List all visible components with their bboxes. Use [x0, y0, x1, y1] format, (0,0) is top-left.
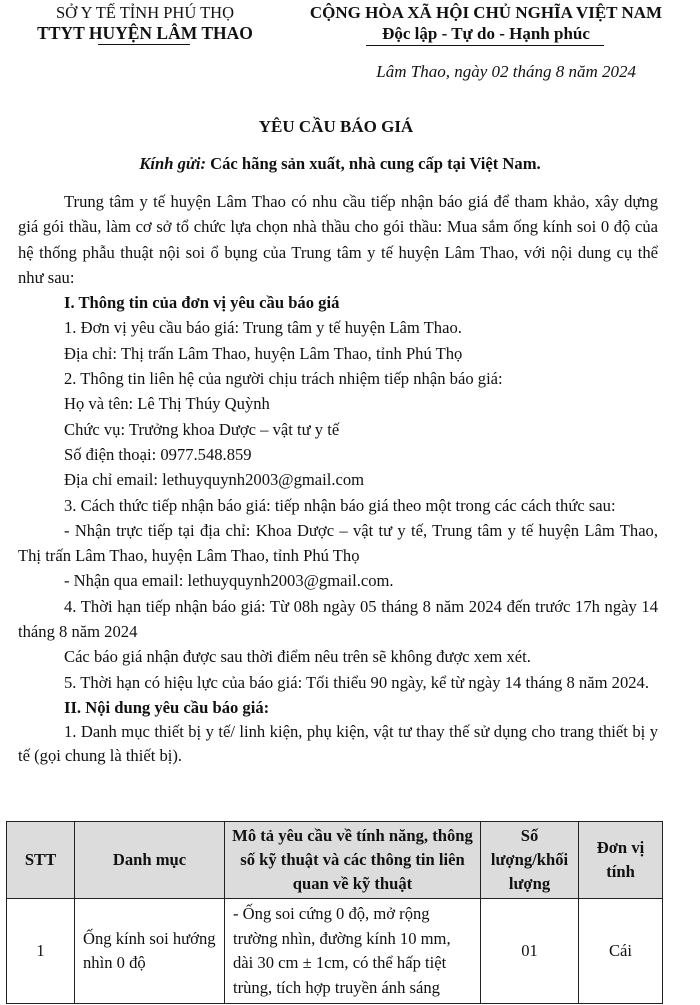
cell-qty: 01 [481, 899, 579, 1004]
contact-phone: Số điện thoại: 0977.548.859 [64, 444, 252, 464]
addressee [0, 154, 680, 174]
header-item: Danh mục [75, 822, 225, 899]
contact-position: Chức vụ: Trưởng khoa Dược – vật tư y tế [64, 419, 340, 439]
contact-name: Họ và tên: Lê Thị Thúy Quỳnh [64, 394, 270, 414]
header-stt: STT [7, 822, 75, 899]
method-direct: - Nhận trực tiếp tại địa chỉ: Khoa Dược – vật tư y tế, Trung tâm y tế huyện Lâm Thao, Thị trấn Lâm Thao, huyện Lâm Thao, tỉnh Phú Thọ [18, 520, 658, 566]
contact-heading: 2. Thông tin liên hệ của người chịu trách nhiệm tiếp nhận báo giá: [64, 369, 503, 389]
cell-stt: 1 [7, 899, 75, 1004]
section-2-heading: II. Nội dung yêu cầu báo giá: [64, 697, 270, 717]
table-row [7, 899, 663, 1004]
issuer-header [14, 2, 276, 44]
addressee-text: Các hãng sản xuất, nhà cung cấp tại Việt Nam. [210, 154, 541, 173]
header-spec: Mô tả yêu cầu về tính năng, thông số kỹ thuật và các thông tin liên quan về kỹ thuật [225, 822, 481, 899]
cell-spec: - Ống soi cứng 0 độ, mở rộng trường nhìn, đường kính 10 mm, dài 30 cm ± 1cm, có thể hấp tiệt trùng, tích hợp truyền ánh sáng [225, 899, 481, 1004]
requesting-unit: 1. Đơn vị yêu cầu báo giá: Trung tâm y tế huyện Lâm Thao. [64, 318, 462, 338]
contact-email: Địa chỉ email: lethuyquynh2003@gmail.com [64, 470, 365, 490]
list-intro: 1. Danh mục thiết bị y tế/ linh kiện, phụ kiện, vật tư thay thế sử dụng cho trang thiết bị y tế (gọi chung là thiết bị). [18, 722, 658, 766]
document-title: YÊU CẦU BÁO GIÁ [258, 117, 414, 136]
late-note: Các báo giá nhận được sau thời điểm nêu trên sẽ không được xem xét. [64, 647, 531, 667]
org-name: TTYT HUYỆN LÂM THAO [37, 23, 253, 43]
cell-unit: Cái [579, 899, 663, 1004]
submission-deadline: 4. Thời hạn tiếp nhận báo giá: Từ 08h ngày 05 tháng 8 năm 2024 đến trước 17h ngày 14 tháng 8 năm 2024 [18, 596, 658, 642]
issuer-underline [98, 44, 190, 45]
dateline: Lâm Thao, ngày 02 tháng 8 năm 2024 [376, 62, 636, 81]
nation-name: CỘNG HÒA XÃ HỘI CHỦ NGHĨA VIỆT NAM [309, 3, 663, 22]
receiving-method: 3. Cách thức tiếp nhận báo giá: tiếp nhận báo giá theo một trong các cách thức sau: [64, 495, 616, 515]
national-header [280, 2, 692, 44]
section-1-heading: I. Thông tin của đơn vị yêu cầu báo giá [64, 293, 340, 313]
equipment-table [6, 821, 663, 1004]
header-qty: Số lượng/khối lượng [481, 822, 579, 899]
table-header-row [7, 822, 663, 899]
motto-underline [366, 45, 604, 46]
intro-paragraph: Trung tâm y tế huyện Lâm Thao có nhu cầu tiếp nhận báo giá để tham khảo, xây dựng giá gói thầu, làm cơ sở tổ chức lựa chọn nhà thầu cho gói thầu: Mua sắm ống kính soi 0 độ của hệ thống phẫu thuật nội soi ổ bụng của Trung tâm y tế huyện Lâm Thao, với nội dung cụ thể như sau: [18, 192, 658, 287]
unit-address: Địa chỉ: Thị trấn Lâm Thao, huyện Lâm Thao, tỉnh Phú Thọ [64, 343, 463, 363]
parent-org: SỞ Y TẾ TỈNH PHÚ THỌ [56, 3, 234, 22]
validity-period: 5. Thời hạn có hiệu lực của báo giá: Tối thiểu 90 ngày, kể từ ngày 14 tháng 8 năm 2024. [64, 672, 649, 692]
header-unit: Đơn vị tính [579, 822, 663, 899]
method-email: - Nhận qua email: lethuyquynh2003@gmail.com. [64, 571, 394, 591]
cell-item: Ống kính soi hướng nhìn 0 độ [75, 899, 225, 1004]
motto: Độc lập - Tự do - Hạnh phúc [382, 24, 590, 43]
addressee-label: Kính gửi: [139, 154, 206, 173]
document-body [18, 189, 658, 768]
